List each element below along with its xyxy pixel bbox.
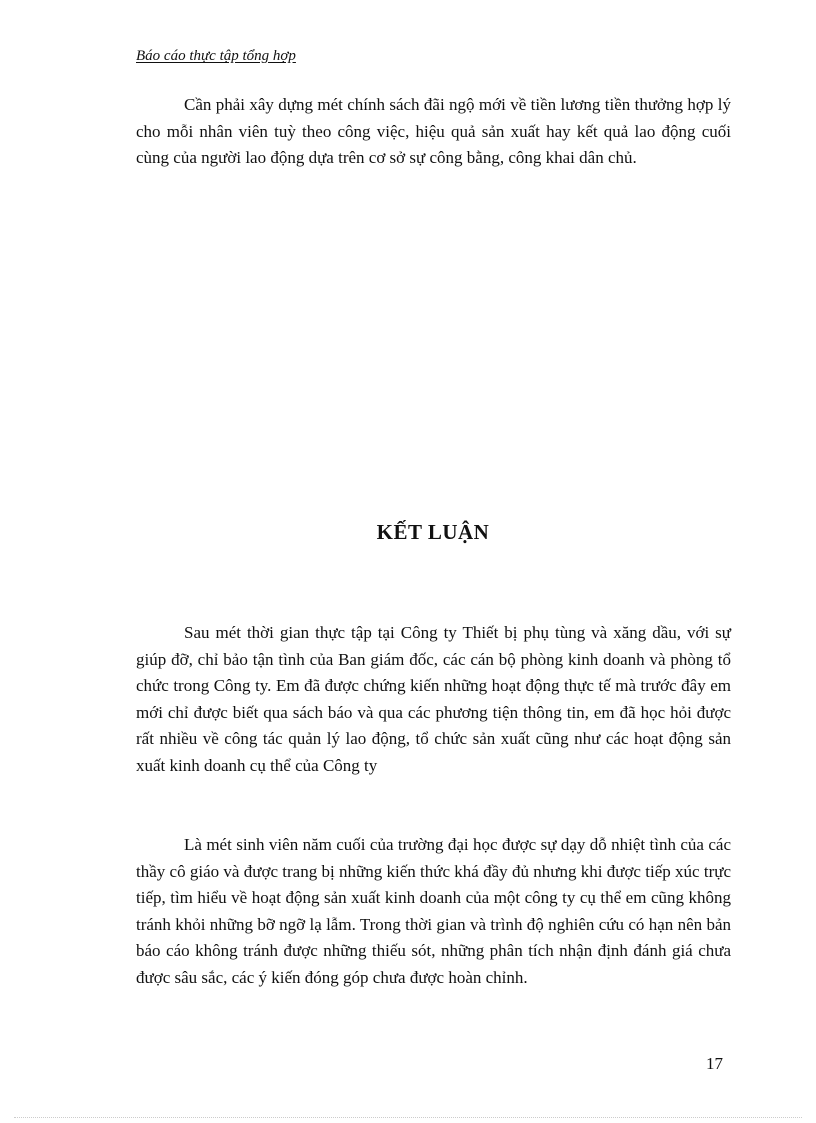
page-number: 17 <box>706 1054 723 1073</box>
running-header: Báo cáo thực tập tổng hợp <box>136 48 296 64</box>
paragraph-student-reflection: Là mét sinh viên năm cuối của trường đại học được sự dạy dỗ nhiệt tình của các thầy cô giáo và được trang bị những kiến thức khá đầy đủ nhưng khi được tiếp xúc trực tiếp, tìm hiểu về hoạt động sản xuất kinh doanh của một công ty cụ thể em cũng không tránh khỏi những bỡ ngỡ lạ lẫm. Trong thời gian và trình độ nghiên cứu có hạn nên bản báo cáo không tránh được những thiếu sót, những phân tích nhận định đánh giá chưa được sâu sắc, các ý kiến đóng góp chưa được hoàn chỉnh. <box>136 835 731 987</box>
paragraph-salary-policy: Cần phải xây dựng mét chính sách đãi ngộ mới về tiền lương tiền thưởng hợp lý cho mỗi nhân viên tuỳ theo công việc, hiệu quả sản xuất hay kết quả lao động cuối cùng của người lao động dựa trên cơ sở sự công bằng, công khai dân chủ. <box>136 95 731 167</box>
page-bottom-divider <box>14 1117 802 1118</box>
section-heading-conclusion: KẾT LUẬN <box>376 520 490 544</box>
paragraph-internship-summary: Sau mét thời gian thực tập tại Công ty Thiết bị phụ tùng và xăng dầu, với sự giúp đỡ, chỉ bảo tận tình của Ban giám đốc, các cán bộ phòng kinh doanh và phòng tổ chức trong Công ty. Em đã được chứng kiến những hoạt động thực tế mà trước đây em mới chỉ được biết qua sách báo và qua các phương tiện thông tin, em đã học hỏi được rất nhiều về công tác quản lý lao động, tổ chức sản xuất cũng như các hoạt động sản xuất kinh doanh cụ thể của Công ty <box>136 623 731 775</box>
